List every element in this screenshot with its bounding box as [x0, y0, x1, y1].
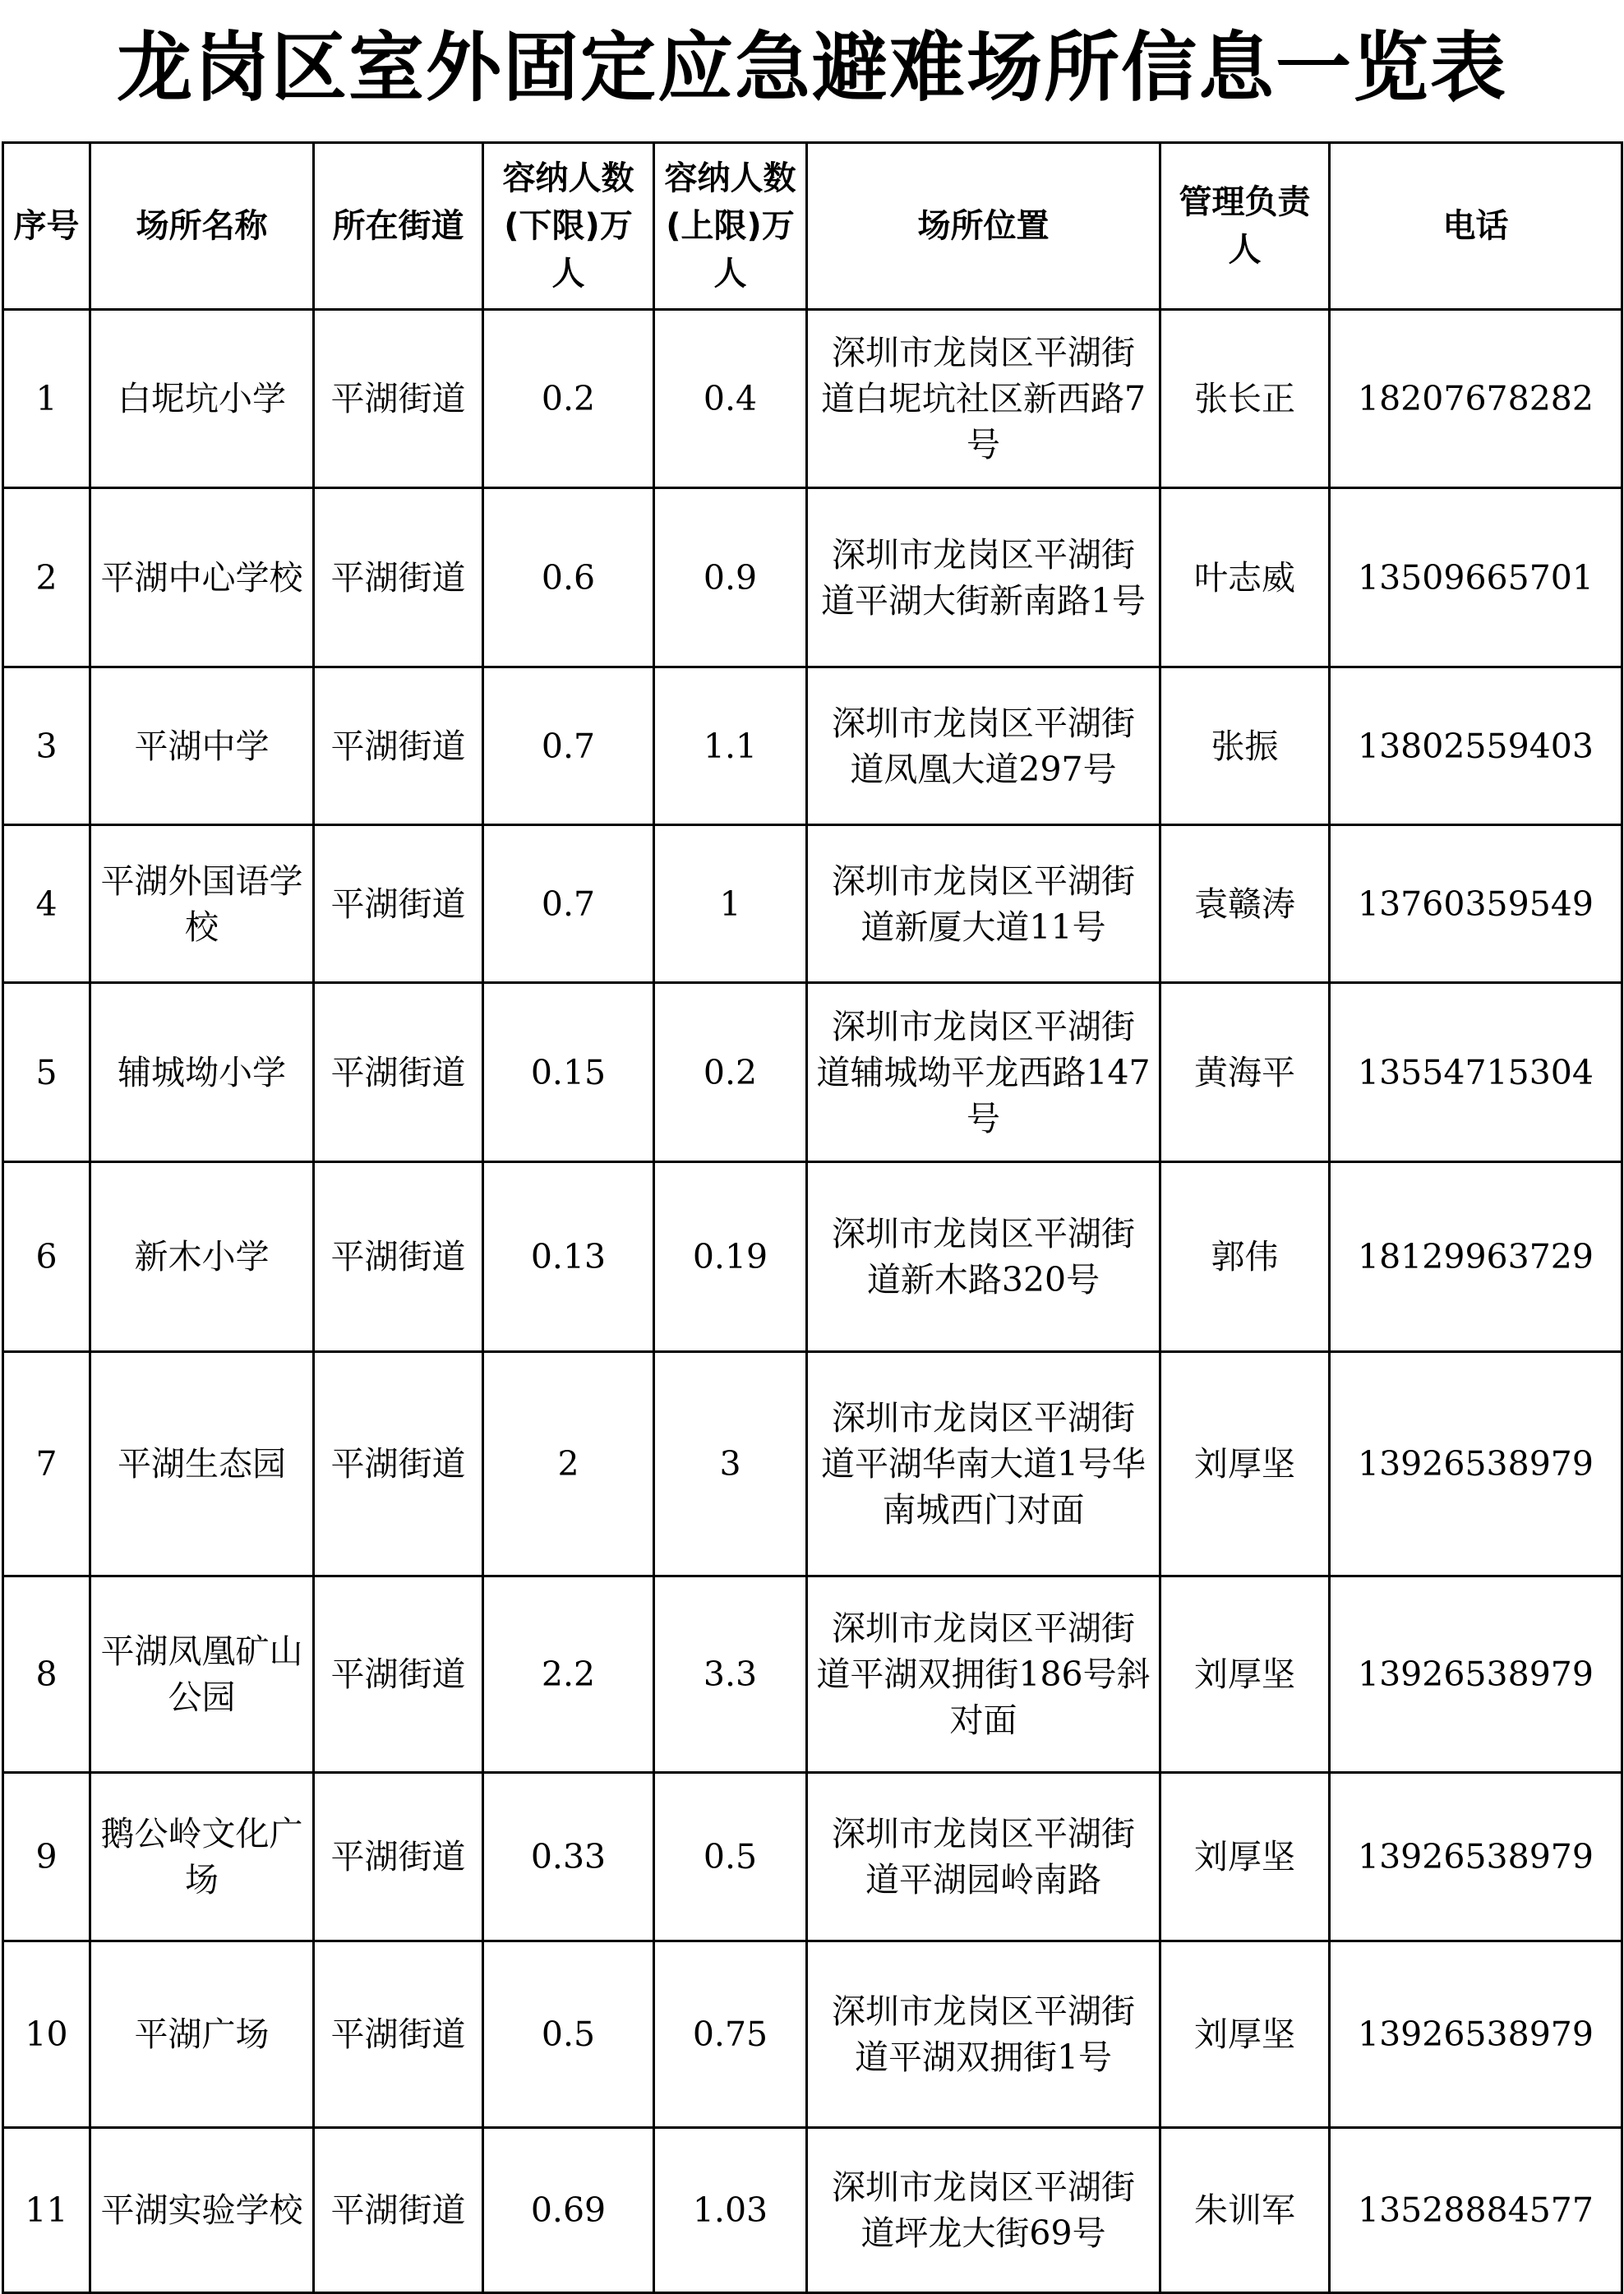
- manager-name: 朱训军: [1160, 2128, 1330, 2293]
- capacity-max: 1: [654, 825, 807, 983]
- site-name: 平湖中心学校: [90, 488, 314, 667]
- capacity-min: 0.7: [483, 825, 654, 983]
- row-number: 9: [3, 1773, 90, 1941]
- capacity-max: 0.9: [654, 488, 807, 667]
- table-row: [3, 2128, 1622, 2293]
- site-address: 深圳市龙岗区平湖街道平湖大街新南路1号: [807, 488, 1160, 667]
- street-name: 平湖街道: [314, 488, 483, 667]
- capacity-min: 0.13: [483, 1162, 654, 1352]
- capacity-max: 3.3: [654, 1576, 807, 1773]
- site-address: 深圳市龙岗区平湖街道平湖华南大道1号华南城西门对面: [807, 1352, 1160, 1576]
- manager-name: 张长正: [1160, 310, 1330, 488]
- site-name: 平湖凤凰矿山公园: [90, 1576, 314, 1773]
- col-header: 场所位置: [807, 143, 1160, 310]
- site-name: 平湖中学: [90, 667, 314, 825]
- capacity-min: 0.2: [483, 310, 654, 488]
- site-name: 白坭坑小学: [90, 310, 314, 488]
- phone-number: 13528884577: [1330, 2128, 1622, 2293]
- page-title: 龙岗区室外固定应急避难场所信息一览表: [116, 24, 1507, 112]
- site-address: 深圳市龙岗区平湖街道平湖双拥街186号斜对面: [807, 1576, 1160, 1773]
- street-name: 平湖街道: [314, 1352, 483, 1576]
- capacity-min: 0.7: [483, 667, 654, 825]
- site-name: 平湖外国语学校: [90, 825, 314, 983]
- manager-name: 袁赣涛: [1160, 825, 1330, 983]
- capacity-max: 1.03: [654, 2128, 807, 2293]
- table-row: [3, 1162, 1622, 1352]
- capacity-min: 0.69: [483, 2128, 654, 2293]
- site-name: 平湖实验学校: [90, 2128, 314, 2293]
- col-header: 管理负责人: [1160, 143, 1330, 310]
- capacity-max: 0.2: [654, 983, 807, 1162]
- site-address: 深圳市龙岗区平湖街道凤凰大道297号: [807, 667, 1160, 825]
- street-name: 平湖街道: [314, 1941, 483, 2128]
- col-header: 序号: [3, 143, 90, 310]
- site-address: 深圳市龙岗区平湖街道新厦大道11号: [807, 825, 1160, 983]
- row-number: 10: [3, 1941, 90, 2128]
- table-row: [3, 1941, 1622, 2128]
- capacity-max: 0.5: [654, 1773, 807, 1941]
- capacity-max: 3: [654, 1352, 807, 1576]
- manager-name: 郭伟: [1160, 1162, 1330, 1352]
- row-number: 8: [3, 1576, 90, 1773]
- row-number: 4: [3, 825, 90, 983]
- street-name: 平湖街道: [314, 983, 483, 1162]
- row-number: 6: [3, 1162, 90, 1352]
- site-address: 深圳市龙岗区平湖街道辅城坳平龙西路147号: [807, 983, 1160, 1162]
- street-name: 平湖街道: [314, 1162, 483, 1352]
- phone-number: 18207678282: [1330, 310, 1622, 488]
- col-header: 电话: [1330, 143, 1622, 310]
- capacity-min: 2.2: [483, 1576, 654, 1773]
- col-header: 容纳人数(上限)万人: [654, 143, 807, 310]
- table-row: [3, 983, 1622, 1162]
- capacity-max: 0.4: [654, 310, 807, 488]
- capacity-max: 0.19: [654, 1162, 807, 1352]
- site-address: 深圳市龙岗区平湖街道新木路320号: [807, 1162, 1160, 1352]
- col-header: 场所名称: [90, 143, 314, 310]
- site-address: 深圳市龙岗区平湖街道坪龙大街69号: [807, 2128, 1160, 2293]
- phone-number: 13802559403: [1330, 667, 1622, 825]
- site-address: 深圳市龙岗区平湖街道白坭坑社区新西路7号: [807, 310, 1160, 488]
- table-row: [3, 310, 1622, 488]
- site-address: 深圳市龙岗区平湖街道平湖园岭南路: [807, 1773, 1160, 1941]
- row-number: 2: [3, 488, 90, 667]
- street-name: 平湖街道: [314, 825, 483, 983]
- phone-number: 13554715304: [1330, 983, 1622, 1162]
- site-name: 平湖生态园: [90, 1352, 314, 1576]
- shelter-table: [2, 141, 1623, 2294]
- phone-number: 18129963729: [1330, 1162, 1622, 1352]
- capacity-min: 0.6: [483, 488, 654, 667]
- capacity-min: 0.15: [483, 983, 654, 1162]
- capacity-max: 0.75: [654, 1941, 807, 2128]
- capacity-max: 1.1: [654, 667, 807, 825]
- col-header: 所在街道: [314, 143, 483, 310]
- manager-name: 刘厚坚: [1160, 1352, 1330, 1576]
- street-name: 平湖街道: [314, 310, 483, 488]
- phone-number: 13926538979: [1330, 1941, 1622, 2128]
- capacity-min: 0.33: [483, 1773, 654, 1941]
- site-address: 深圳市龙岗区平湖街道平湖双拥街1号: [807, 1941, 1160, 2128]
- table-row: [3, 1352, 1622, 1576]
- street-name: 平湖街道: [314, 667, 483, 825]
- row-number: 11: [3, 2128, 90, 2293]
- phone-number: 13926538979: [1330, 1773, 1622, 1941]
- row-number: 1: [3, 310, 90, 488]
- phone-number: 13926538979: [1330, 1576, 1622, 1773]
- capacity-min: 2: [483, 1352, 654, 1576]
- table-row: [3, 1576, 1622, 1773]
- table-header: [3, 143, 1622, 310]
- row-number: 3: [3, 667, 90, 825]
- manager-name: 刘厚坚: [1160, 1576, 1330, 1773]
- site-name: 新木小学: [90, 1162, 314, 1352]
- site-name: 平湖广场: [90, 1941, 314, 2128]
- manager-name: 叶志威: [1160, 488, 1330, 667]
- street-name: 平湖街道: [314, 2128, 483, 2293]
- street-name: 平湖街道: [314, 1576, 483, 1773]
- row-number: 5: [3, 983, 90, 1162]
- table-row: [3, 825, 1622, 983]
- manager-name: 刘厚坚: [1160, 1773, 1330, 1941]
- capacity-min: 0.5: [483, 1941, 654, 2128]
- site-name: 辅城坳小学: [90, 983, 314, 1162]
- phone-number: 13760359549: [1330, 825, 1622, 983]
- row-number: 7: [3, 1352, 90, 1576]
- street-name: 平湖街道: [314, 1773, 483, 1941]
- phone-number: 13926538979: [1330, 1352, 1622, 1576]
- table-row: [3, 488, 1622, 667]
- table-row: [3, 667, 1622, 825]
- table-row: [3, 1773, 1622, 1941]
- manager-name: 黄海平: [1160, 983, 1330, 1162]
- manager-name: 张振: [1160, 667, 1330, 825]
- col-header: 容纳人数(下限)万人: [483, 143, 654, 310]
- site-name: 鹅公岭文化广场: [90, 1773, 314, 1941]
- phone-number: 13509665701: [1330, 488, 1622, 667]
- manager-name: 刘厚坚: [1160, 1941, 1330, 2128]
